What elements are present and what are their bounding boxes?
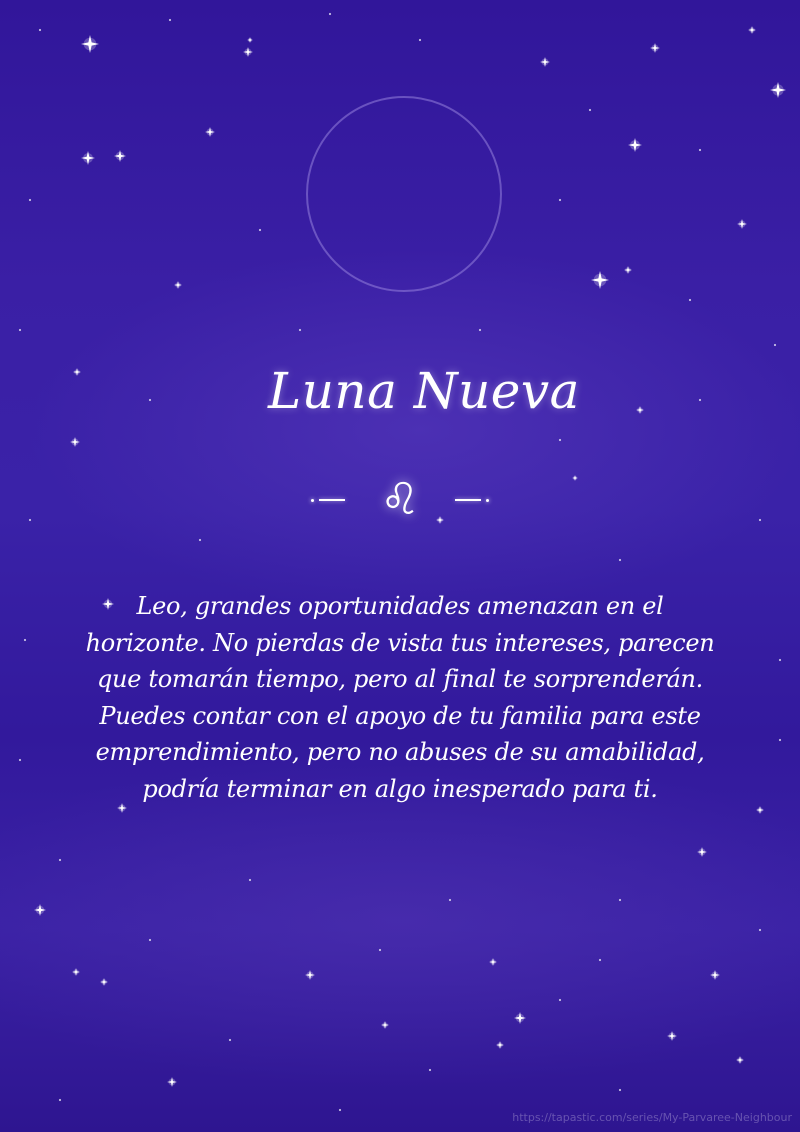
- star-dot: [559, 999, 561, 1001]
- star-dot: [249, 879, 251, 881]
- star-dot: [199, 539, 201, 541]
- sparkle-star-icon: [748, 26, 756, 34]
- divider-left: [311, 499, 350, 502]
- star-dot: [779, 739, 781, 741]
- star-dot: [559, 199, 561, 201]
- sparkle-star-icon: [70, 437, 80, 447]
- star-dot: [379, 949, 381, 951]
- star-dot: [169, 19, 171, 21]
- star-dot: [774, 344, 776, 346]
- sparkle-star-icon: [697, 847, 707, 857]
- star-dot: [149, 939, 151, 941]
- star-dot: [259, 229, 261, 231]
- sparkle-star-icon: [174, 281, 182, 289]
- star-dot: [329, 13, 331, 15]
- star-dot: [699, 149, 701, 151]
- star-dot: [619, 1089, 621, 1091]
- sparkle-star-icon: [114, 150, 126, 162]
- star-dot: [229, 1039, 231, 1041]
- horoscope-line: Leo, grandes oportunidades amenazan en el: [136, 592, 664, 620]
- sparkle-star-icon: [650, 43, 660, 53]
- sparkle-star-icon: [667, 1031, 677, 1041]
- star-dot: [779, 659, 781, 661]
- divider-right: [450, 499, 489, 502]
- star-dot: [559, 439, 561, 441]
- sign-divider: [0, 470, 800, 530]
- star-dot: [339, 1109, 341, 1111]
- sparkle-star-icon: [710, 970, 720, 980]
- source-credit: https://tapastic.com/series/My-Parvaree-Neighbour: [512, 1111, 792, 1124]
- star-dot: [599, 959, 601, 961]
- sparkle-star-icon: [628, 138, 642, 152]
- star-dot: [429, 1069, 431, 1071]
- sparkle-star-icon: [381, 1021, 389, 1029]
- star-dot: [19, 759, 21, 761]
- sparkle-star-icon: [496, 1041, 504, 1049]
- sparkle-star-icon: [167, 1077, 177, 1087]
- sparkle-star-icon: [756, 806, 764, 814]
- horoscope-text: [40, 588, 760, 807]
- sparkle-star-icon: [624, 266, 632, 274]
- sparkle-star-icon: [591, 271, 609, 289]
- horoscope-line: podría terminar en algo inesperado para ti.: [142, 774, 658, 803]
- star-dot: [689, 299, 691, 301]
- sparkle-star-icon: [540, 57, 550, 67]
- sparkle-star-icon: [100, 978, 108, 986]
- sparkle-star-icon: [305, 970, 315, 980]
- star-dot: [479, 329, 481, 331]
- sparkle-star-icon: [247, 37, 253, 43]
- star-dot: [39, 29, 41, 31]
- sparkle-star-icon: [243, 47, 253, 57]
- sparkle-star-icon: [81, 151, 95, 165]
- horoscope-line: horizonte. No pierdas de vista tus intereses, parecen: [85, 628, 715, 657]
- star-dot: [419, 39, 421, 41]
- star-dot: [24, 639, 26, 641]
- star-dot: [449, 899, 451, 901]
- new-moon-outline: [306, 96, 502, 292]
- sparkle-star-icon: [736, 1056, 744, 1064]
- star-dot: [299, 329, 301, 331]
- star-dot: [59, 859, 61, 861]
- star-dot: [589, 109, 591, 111]
- sparkle-star-icon: [514, 1012, 526, 1024]
- star-dot: [619, 899, 621, 901]
- star-dot: [59, 1099, 61, 1101]
- horoscope-line: Puedes contar con el apoyo de tu familia para este: [99, 701, 701, 730]
- star-dot: [29, 199, 31, 201]
- sparkle-star-icon: [737, 219, 747, 229]
- star-dot: [19, 329, 21, 331]
- horoscope-line: que tomarán tiempo, pero al final te sorprenderán.: [96, 665, 704, 693]
- star-dot: [619, 559, 621, 561]
- sparkle-star-icon: [770, 82, 786, 98]
- sparkle-star-icon: [489, 958, 497, 966]
- sparkle-star-icon: [72, 968, 80, 976]
- horoscope-line: emprendimiento, pero no abuses de su amabilidad,: [95, 738, 705, 766]
- leo-symbol-icon: ♌︎: [380, 474, 420, 525]
- sparkle-star-icon: [81, 35, 99, 53]
- page-title: Luna Nueva: [268, 362, 580, 420]
- sparkle-star-icon: [205, 127, 215, 137]
- star-dot: [759, 929, 761, 931]
- sparkle-star-icon: [34, 904, 46, 916]
